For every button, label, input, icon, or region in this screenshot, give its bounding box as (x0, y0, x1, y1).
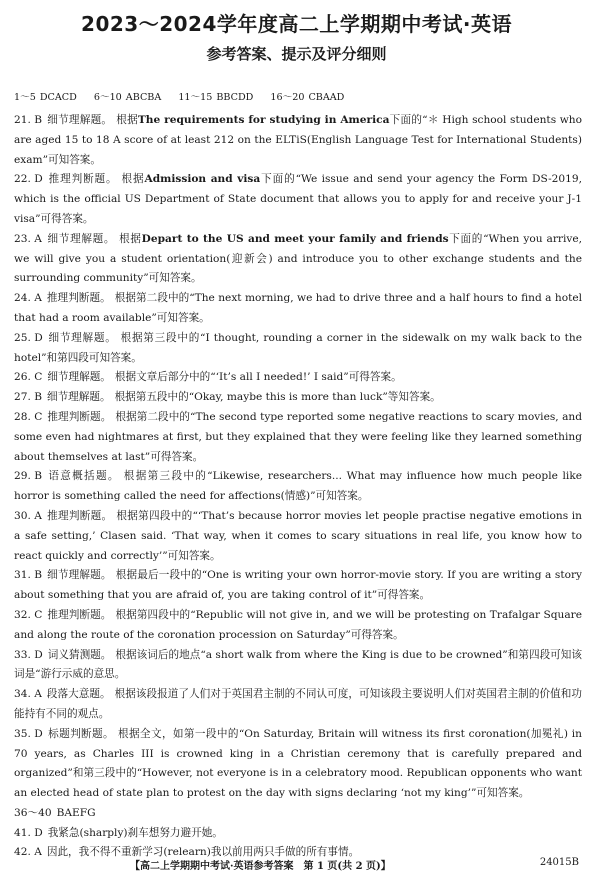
explanation-item (14, 408, 582, 467)
question-type: 推理判断题。 (47, 608, 112, 621)
question-type: 推理判断题。 (46, 292, 111, 305)
explanation-prefix: 根据 (116, 114, 138, 126)
answer-range: 16～20 (270, 92, 305, 103)
explanation-text: 根据全文，如第一段中的“On Saturday, Britain will witness its first coronation(加冕礼) in 70 years, as Charles III is crowned king in a Christian ceremony that is carefully prepared and organized”和第三段中的“However, not everyone is in a celebratory mood. Republican opponents who want an elected head of state plan to protest on the day with signs declaring ‘not my king’”可知答案。 (14, 727, 582, 800)
explanation-item (14, 329, 582, 369)
question-number: 27. B (14, 391, 42, 404)
question-number: 36～40 (14, 806, 52, 819)
explanation-item (14, 388, 582, 408)
question-type: 细节理解题。 (47, 114, 113, 126)
explanation-item (14, 824, 582, 844)
question-number: 32. C (14, 608, 43, 621)
explanation-text: 根据文章后部分中的“‘It’s all I needed!’ I said”可得答案。 (114, 371, 402, 384)
question-number: 24. A (14, 292, 42, 305)
explanation-item (14, 507, 582, 566)
question-type: 标题判断题。 (47, 727, 115, 740)
question-number: 23. A (14, 232, 42, 245)
answer-key: ABCBA (125, 92, 162, 103)
explanation-item (14, 804, 582, 824)
section-heading-ref: The requirements for studying in America (137, 114, 390, 126)
question-type: 语意概括题。 (47, 470, 120, 483)
explanation-text: 我紧急(sharply)刹车想努力避开她。 (47, 826, 223, 839)
question-type: 词义猜测题。 (47, 648, 112, 661)
question-type: 细节理解题。 (47, 371, 111, 384)
explanation-prefix: 根据 (119, 232, 142, 245)
explanation-text: 根据第三段中的“Likewise, researchers... What may influence how much people like horror is something called the need for affections(情感)”可知答案。 (14, 470, 583, 503)
explanation-text: 下面的“We issue and send your agency the Form DS-2019, which is the official US Department of State document that allows you to apply for and receive your J-1 visa”可得答案。 (14, 173, 583, 225)
question-number: 22. D (14, 173, 43, 186)
question-number: 30. A (14, 509, 42, 522)
question-number: 34. A (14, 688, 42, 701)
explanation-text: 根据第四段中的“Republic will not give in, and we will be protesting on Trafalgar Square and along the route of the coronation procession on Saturday”可得答案。 (14, 608, 583, 641)
explanation-item (14, 467, 582, 507)
explanation-item (14, 566, 582, 606)
answer-range: 11～15 (178, 92, 213, 103)
question-type: 推理判断题。 (47, 173, 118, 186)
question-type: 细节理解题。 (47, 391, 111, 404)
answer-key: DCACD (39, 92, 77, 103)
explanation-item (14, 230, 582, 289)
question-type: 细节理解题。 (47, 331, 117, 344)
question-number: 31. B (14, 569, 42, 582)
answers-row-1 (14, 92, 584, 104)
question-number: 41. D (14, 826, 43, 839)
explanation-text: 根据该段报道了人们对于英国君主制的不同认可度，可知该段主要说明人们对英国君主制的价值和功能持有不同的观点。 (14, 688, 582, 720)
explanation-text: BAEFG (56, 806, 96, 819)
section-heading-ref: Depart to the US and meet your family and friends (141, 232, 449, 245)
page-subtitle: 参考答案、提示及评分细则 (206, 45, 387, 63)
explanation-text: 根据最后一段中的“One is writing your own horror-movie story. If you are writing a story about something that you are afraid of, you are taking control of it”可得答案。 (14, 569, 583, 602)
question-type: 段落大意题。 (46, 688, 111, 701)
answer-range: 1～5 (14, 92, 36, 103)
footer-page-info: 【高二上学期期中考试·英语参考答案 第 1 页(共 2 页)】 (130, 861, 391, 872)
question-number: 33. D (14, 648, 43, 661)
explanation-item (14, 368, 582, 388)
page-title: 2023～2024学年度高二上学期期中考试·英语 (81, 12, 512, 36)
question-type: 推理判断题。 (47, 410, 112, 423)
section-heading-ref: Admission and visa (144, 173, 261, 186)
question-number: 29. B (14, 470, 42, 483)
explanation-item (14, 111, 582, 170)
explanation-item (14, 170, 582, 229)
question-type: 细节理解题。 (47, 569, 112, 582)
explanation-item (14, 685, 582, 725)
question-number: 21. B (14, 114, 42, 126)
footer-code: 24015B (539, 857, 579, 868)
explanation-text: 根据第三段中的“I thought, rounding a corner in the sidewalk on my walk back to the hotel”和第四段可知答案。 (14, 331, 582, 364)
explanation-prefix: 根据 (121, 173, 145, 186)
explanation-text: 根据第二段中的“The next morning, we had to drive three and a half hours to find a hotel that had a room available”可知答案。 (14, 292, 583, 324)
question-type: 推理判断题。 (46, 509, 113, 522)
question-number: 28. C (14, 410, 43, 423)
answer-key: BBCDD (216, 92, 254, 103)
explanation-item (14, 289, 582, 329)
explanation-text: 根据该词后的地点“a short walk from where the King is due to be crowned”和第四段可知该词是“游行示威的意思。 (14, 648, 583, 681)
explanation-item (14, 646, 582, 686)
question-number: 25. D (14, 331, 43, 344)
explanation-text: 根据第二段中的“The second type reported some negative reactions to scary movies, and some even had nightmares at first, but they explained that they were feeling like they learned something about themselves at last”可得答案。 (14, 410, 583, 463)
explanation-item (14, 606, 582, 646)
explanation-text: 因此，我不得不重新学习(relearn)我以前用两只手做的所有事情。 (46, 846, 360, 859)
explanation-text: 根据第四段中的“‘That’s because horror movies let people practise negative emotions in a safe setting,’ Clasen said. ‘That way, when it comes to scary situations in real life, you know how to react quickly and correctly’”可知答案。 (14, 509, 583, 562)
explanation-item (14, 725, 582, 804)
explanation-text: 下面的“＊ High school students who are aged 15 to 18 A score of at least 212 on the ELTiS(English Language Test for International Students) exam”可知答案。 (14, 114, 583, 166)
question-number: 42. A (14, 846, 42, 859)
explanation-text: 下面的“When you arrive, we will give you a student orientation(迎新会) and introduce you to other exchange students and the surrounding community”可知答案。 (14, 232, 583, 285)
question-type: 细节理解题。 (46, 232, 116, 245)
answer-key: CBAAD (308, 92, 345, 103)
question-number: 26. C (14, 371, 43, 384)
question-number: 35. D (14, 727, 43, 740)
explanation-text: 根据第五段中的“Okay, maybe this is more than luck”等知答案。 (114, 391, 441, 404)
answer-range: 6～10 (93, 92, 122, 103)
explanations-list (14, 111, 582, 863)
